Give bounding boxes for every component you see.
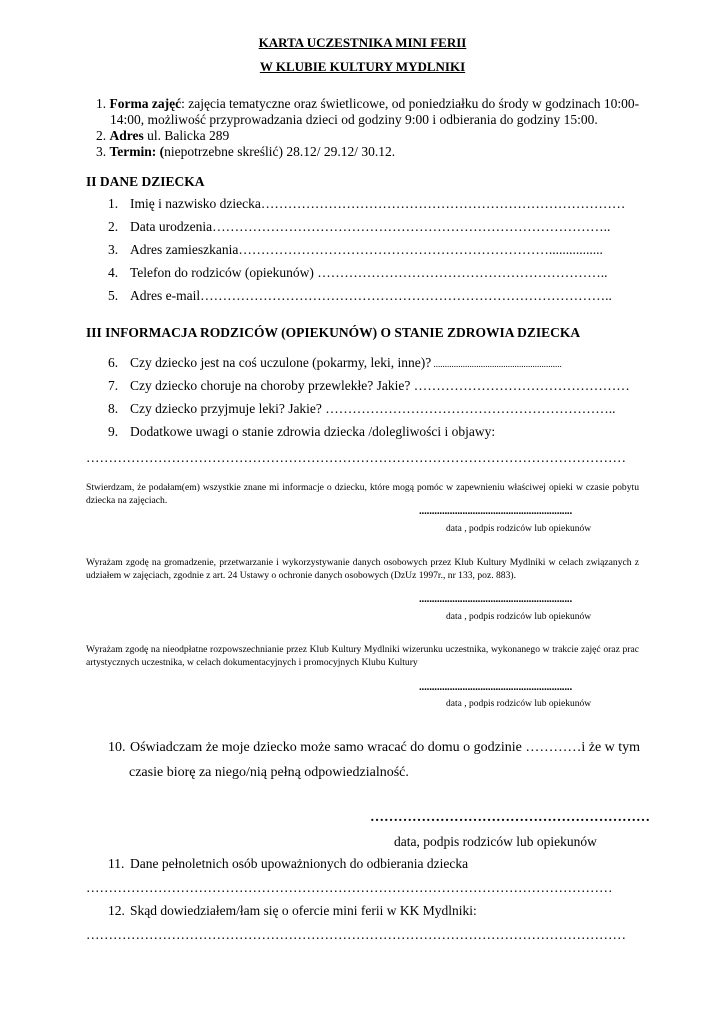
intro-item-1-cont: 14:00, możliwość przyprowadzania dzieci od godziny 9:00 i odbierania do godziny 15:00.	[110, 112, 598, 127]
intro-item-3: 3. Termin: (niepotrzebne skreślić) 28.12/ 29.12/ 30.12.	[96, 144, 396, 159]
health-field-7[interactable]: 7. Czy dziecko choruje na choroby przewlekłe? Jakie? …………………………………………	[108, 378, 630, 393]
declaration-2-signature-line[interactable]: ............................................................	[419, 593, 573, 605]
intro-item-3-label: Termin: (	[109, 144, 165, 159]
child-field-5[interactable]: 5. Adres e-mail………………………………………………………………………………..	[108, 288, 612, 303]
declaration-3-signature-label: data , podpis rodziców lub opiekunów	[446, 699, 592, 709]
item-10-line1: 10. Oświadczam że moje dziecko może samo wracać do domu o godzinie …………i że w tym	[108, 740, 641, 755]
health-notes-line[interactable]: …………………………………………………………………………………………………………	[86, 450, 626, 465]
child-field-1[interactable]: 1. Imię i nazwisko dziecka………………………………………………………………………	[108, 196, 626, 211]
intro-item-1: 1. Forma zajęć: zajęcia tematyczne oraz świetlicowe, od poniedziałku do środy w godzinach 10:00-	[96, 96, 640, 111]
intro-item-2: 2. Adres ul. Balicka 289	[96, 128, 230, 143]
child-field-3[interactable]: 3. Adres zamieszkania……………………………………………………………................	[108, 242, 603, 257]
intro-item-2-label: Adres	[109, 128, 144, 143]
child-field-2[interactable]: 2. Data urodzenia……………………………………………………………………………..	[108, 219, 611, 234]
declaration-1-text: Stwierdzam, że podałam(em) wszystkie znane mi informacje o dziecku, które mogą pomóc w zapewnieniu właściwej opieki w czasie pobytu dziecka na zajęciach.	[86, 482, 639, 506]
declaration-2-signature-label: data , podpis rodziców lub opiekunów	[446, 612, 592, 622]
item-12-line[interactable]: …………………………………………………………………………………………………………	[86, 927, 626, 942]
item-10-line2: czasie biorę za niego/nią pełną odpowiedzialność.	[129, 765, 409, 780]
form-title-line2: W KLUBIE KULTURY MYDLNIKI	[259, 59, 466, 74]
child-field-4[interactable]: 4. Telefon do rodziców (opiekunów) ………………………………………………………..	[108, 265, 608, 280]
declaration-1-signature-line[interactable]: ............................................................	[419, 505, 573, 517]
declaration-1-signature-label: data , podpis rodziców lub opiekunów	[446, 524, 592, 534]
declaration-2-text: Wyrażam zgodę na gromadzenie, przetwarzanie i wykorzystywanie danych osobowych przez Klub Kultury Mydlniki w celach związanych z udziałem w zajęciach, zgodnie z art. 24 Ustawy o ochronie danych osobowych (DzUz 1997r., nr 133, poz. 883).	[86, 557, 639, 581]
form-title-line1: KARTA UCZESTNIKA MINI FERII	[258, 35, 467, 50]
health-field-9: 9. Dodatkowe uwagi o stanie zdrowia dziecka /dolegliwości i objawy:	[108, 424, 496, 439]
intro-item-1-label: Forma zajęć	[109, 96, 182, 111]
item-12-label: 12. Skąd dowiedziałem/łam się o ofercie mini ferii w KK Mydlniki:	[108, 903, 477, 918]
item-11-line[interactable]: ………………………………………………………………………………………………………	[86, 880, 613, 895]
health-field-8[interactable]: 8. Czy dziecko przyjmuje leki? Jakie? ………………………………………………………..	[108, 401, 616, 416]
item-10-signature-line[interactable]: ……………………………………………………	[370, 810, 650, 825]
item-10-signature-label: data, podpis rodziców lub opiekunów	[394, 834, 597, 849]
declaration-3-signature-line[interactable]: ............................................................	[419, 681, 573, 693]
declaration-3-text: Wyrażam zgodę na nieodpłatne rozpowszechnianie przez Klub Kultury Mydlniki wizerunku uczestnika, wykonanego w trakcie zajęć oraz prac artystycznych uczestnika, w celach dokumentacyjnych i promocyjnych Klubu Kultury	[86, 644, 639, 668]
section-3-heading: III INFORMACJA RODZICÓW (OPIEKUNÓW) O STANIE ZDROWIA DZIECKA	[86, 325, 581, 340]
section-2-heading: II DANE DZIECKA	[86, 174, 205, 189]
health-field-6[interactable]: 6. Czy dziecko jest na coś uczulone (pokarmy, leki, inne)? .........................................................	[108, 355, 562, 370]
item-11-label: 11. Dane pełnoletnich osób upoważnionych do odbierania dziecka	[108, 856, 469, 871]
